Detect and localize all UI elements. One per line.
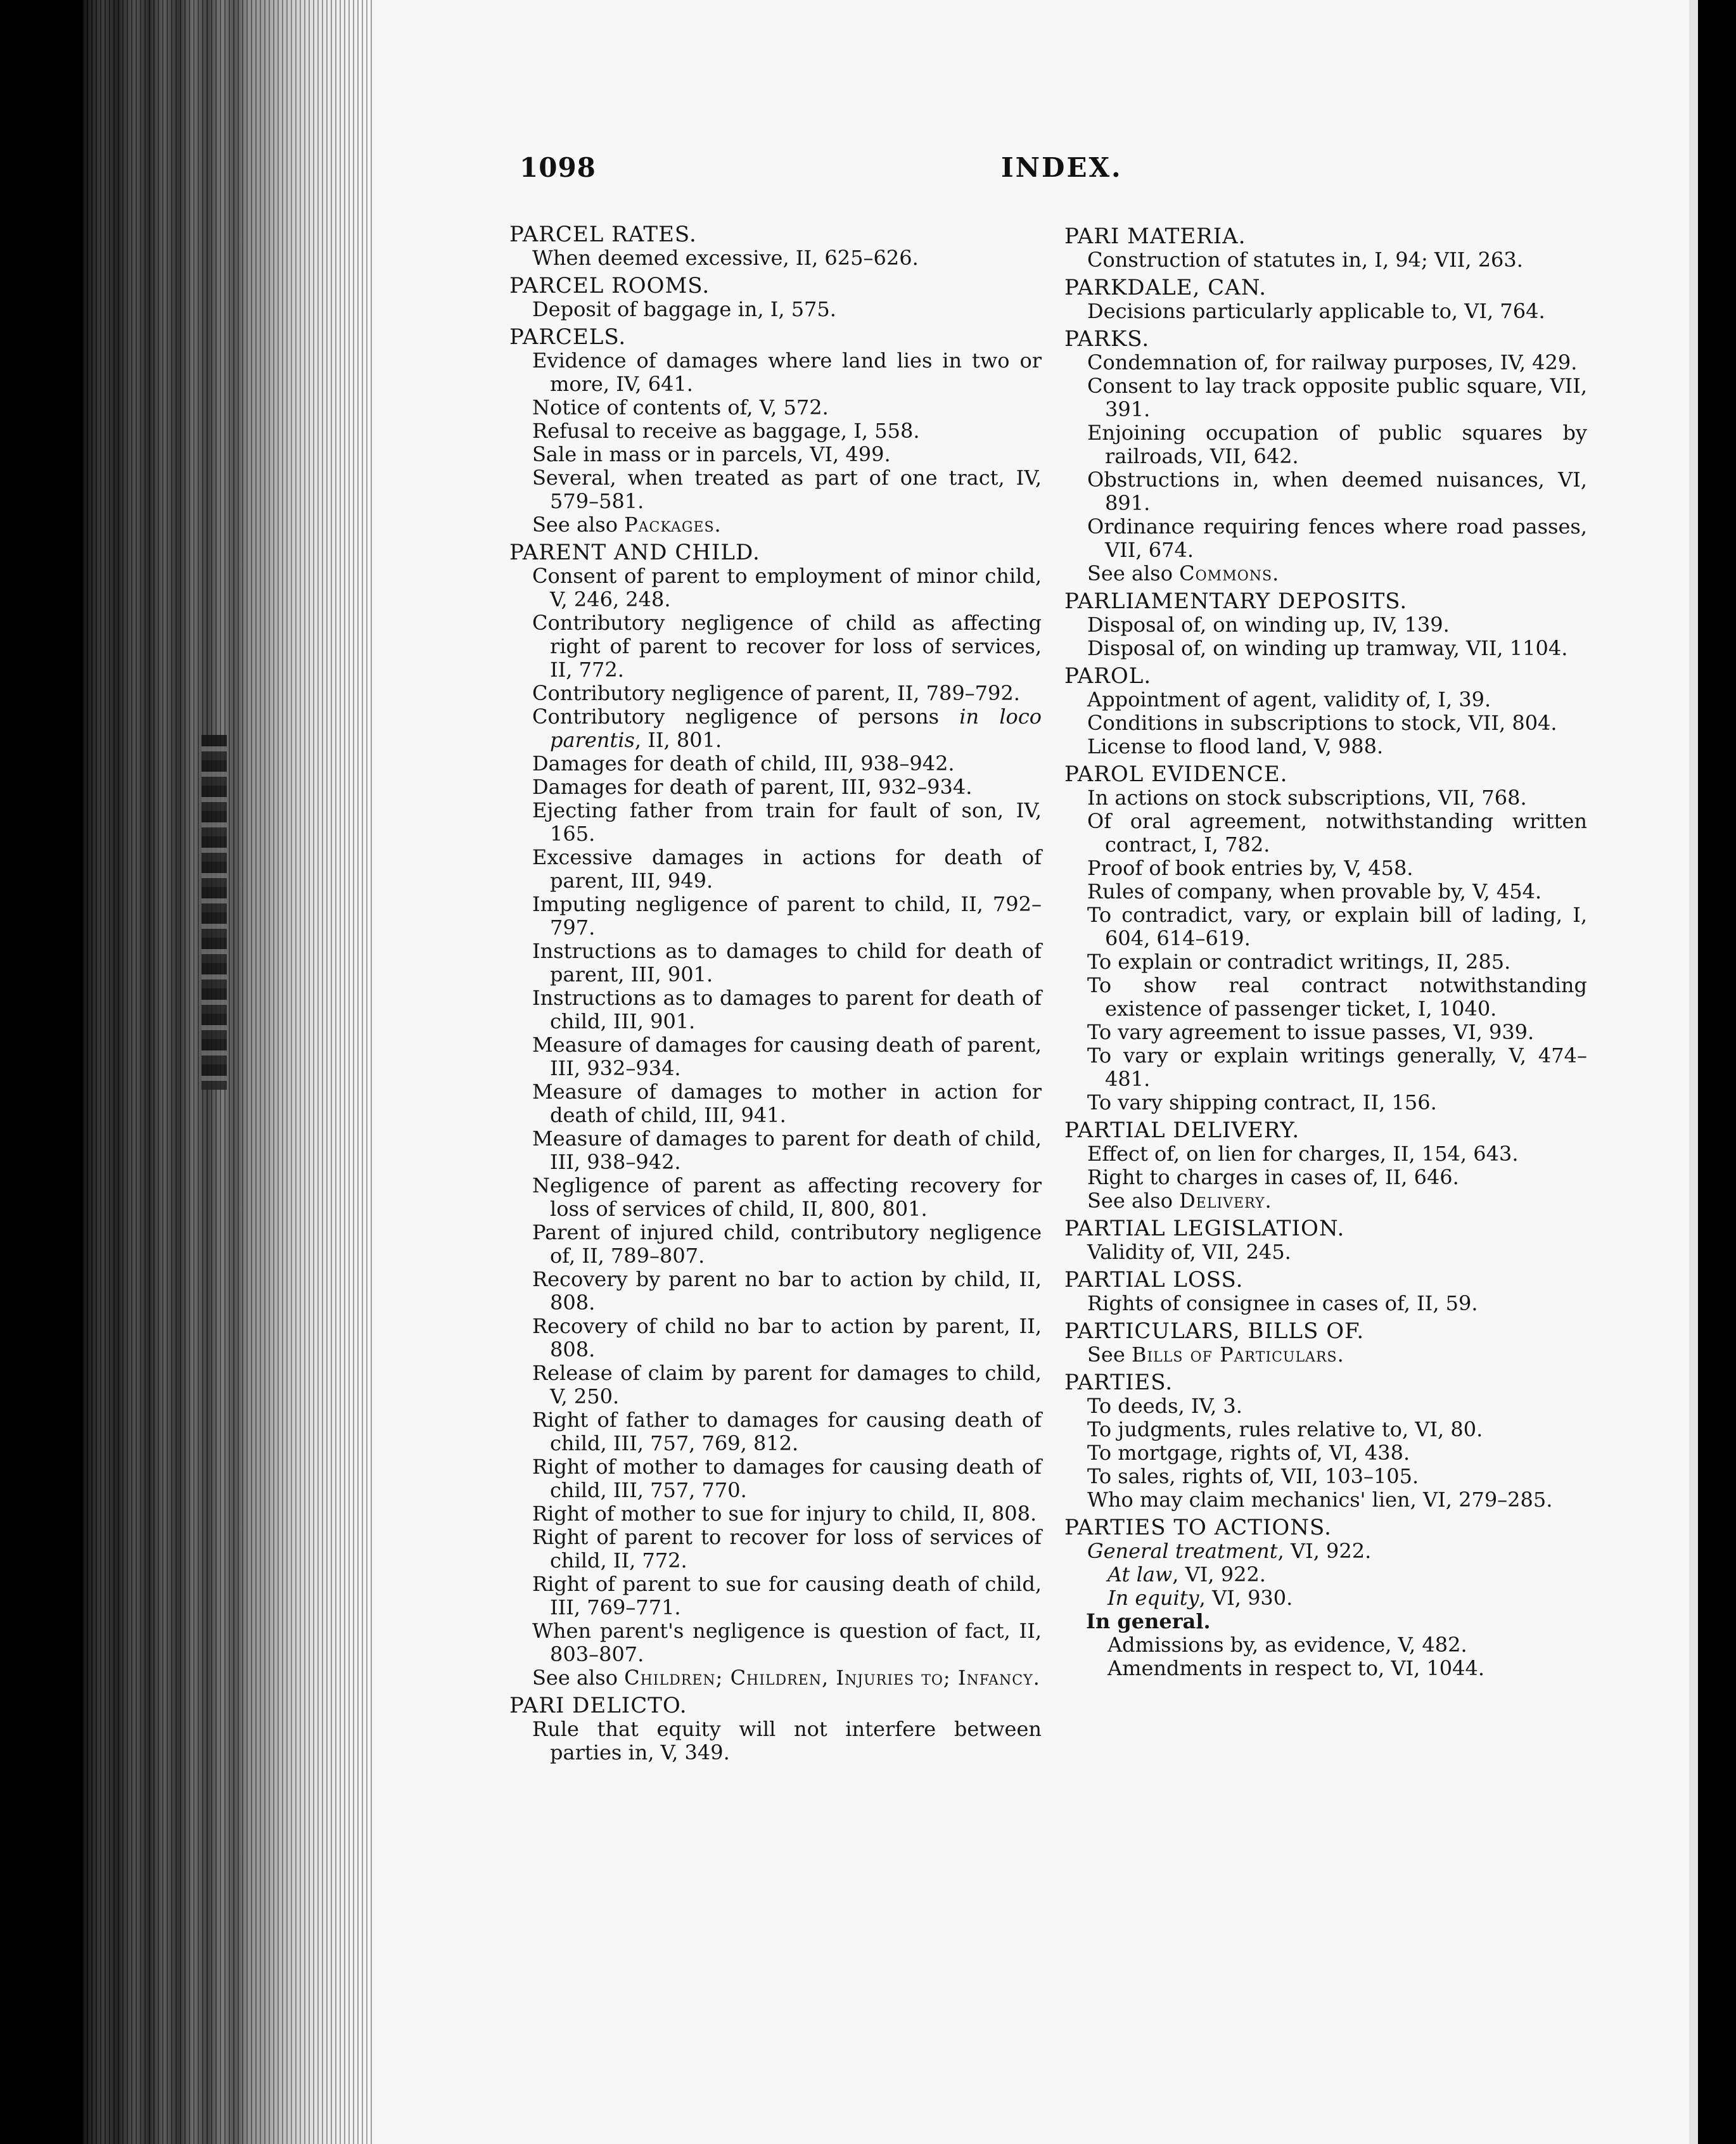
index-entry — [1064, 1657, 1587, 1680]
entry-text: Parent of injured child, contributory negligence of, II, 789–807. — [532, 1220, 1042, 1268]
entry-text: When deemed excessive, II, 625–626. — [532, 246, 919, 270]
entry-text: Rule that equity will not interfere between parties in, V, 349. — [532, 1717, 1042, 1764]
entry-text: To judgments, rules relative to, VI, 80. — [1087, 1417, 1483, 1441]
index-entry — [1064, 688, 1587, 711]
entry-text: To show real contract notwithstanding existence of passenger ticket, I, 1040. — [1087, 973, 1587, 1021]
index-entry — [1064, 974, 1587, 1021]
entry-cross-reference: Bills of Particulars. — [1131, 1343, 1344, 1367]
entry-text: Right of father to damages for causing death of child, III, 757, 769, 812. — [532, 1408, 1042, 1455]
index-entry — [1064, 1292, 1587, 1315]
index-entry — [509, 1315, 1042, 1362]
entry-text: Release of claim by parent for damages to child, V, 250. — [532, 1361, 1042, 1408]
entry-text: See also — [1087, 561, 1180, 585]
index-entry — [509, 1033, 1042, 1080]
entry-text: To contradict, vary, or explain bill of lading, I, 604, 614–619. — [1087, 903, 1587, 950]
entry-text: Evidence of damages where land lies in two or more, IV, 641. — [532, 348, 1042, 396]
entry-text: Sale in mass or in parcels, VI, 499. — [532, 442, 891, 466]
index-entry — [1064, 1241, 1587, 1264]
index-entry — [1064, 1563, 1587, 1586]
index-entry — [509, 986, 1042, 1033]
entry-text: Right to charges in cases of, II, 646. — [1087, 1165, 1459, 1189]
index-heading: PARCEL ROOMS. — [509, 273, 710, 298]
entry-italic-text: In equity — [1107, 1586, 1199, 1610]
page-number: 1098 — [520, 152, 596, 183]
index-entry — [509, 1666, 1042, 1690]
index-entry — [1064, 903, 1587, 950]
entry-text: Refusal to receive as baggage, I, 558. — [532, 419, 920, 443]
entry-text: Measure of damages to parent for death of child, III, 938–942. — [532, 1126, 1042, 1174]
entry-text: , II, 801. — [634, 728, 722, 752]
index-entry — [1064, 1394, 1587, 1418]
entry-text: , VI, 930. — [1199, 1586, 1293, 1610]
entry-text: To deeds, IV, 3. — [1087, 1394, 1242, 1418]
index-entry — [509, 246, 1042, 270]
entry-text: Contributory negligence of persons — [532, 705, 960, 729]
index-entry — [509, 1502, 1042, 1526]
index-entry — [509, 513, 1042, 537]
entry-text: Ordinance requiring fences where road passes, VII, 674. — [1087, 514, 1587, 562]
index-entry — [509, 705, 1042, 752]
index-column-right — [1064, 220, 1587, 1680]
index-heading: PARTIAL DELIVERY. — [1064, 1118, 1300, 1143]
entry-cross-reference: Children; Children, Injuries to; Infancy. — [624, 1666, 1040, 1690]
index-heading: PARTIES. — [1064, 1370, 1173, 1395]
entry-text: Damages for death of parent, III, 932–934. — [532, 775, 973, 799]
entry-text: Several, when treated as part of one tract, IV, 579–581. — [532, 466, 1042, 513]
entry-text: Enjoining occupation of public squares by railroads, VII, 642. — [1087, 421, 1587, 468]
index-entry — [509, 893, 1042, 940]
entry-text: When parent's negligence is question of fact, II, 803–807. — [532, 1619, 1042, 1666]
index-entry — [1064, 1343, 1587, 1367]
entry-text: Disposal of, on winding up, IV, 139. — [1087, 613, 1450, 637]
index-entry — [1064, 351, 1587, 374]
index-entry — [1064, 1021, 1587, 1044]
scan-border-right — [1698, 0, 1736, 2144]
index-heading: PARLIAMENTARY DEPOSITS. — [1064, 589, 1408, 614]
stacked-page-edges — [82, 0, 374, 2144]
index-entry — [509, 565, 1042, 611]
index-entry — [1064, 637, 1587, 660]
index-entry — [509, 1174, 1042, 1221]
index-entry — [509, 1362, 1042, 1408]
entry-text: Obstructions in, when deemed nuisances, VI, 891. — [1087, 468, 1587, 515]
index-entry — [1064, 1142, 1587, 1166]
index-entry — [509, 1221, 1042, 1268]
index-entry — [509, 752, 1042, 775]
index-entry — [1064, 880, 1587, 903]
entry-text: Condemnation of, for railway purposes, IV, 429. — [1087, 350, 1578, 374]
index-entry — [1064, 1540, 1587, 1563]
index-entry — [1064, 515, 1587, 562]
index-entry — [1064, 1166, 1587, 1189]
index-heading: PARKDALE, CAN. — [1064, 275, 1267, 300]
index-entry — [509, 846, 1042, 893]
index-entry — [1064, 1189, 1587, 1213]
entry-italic-text: At law — [1107, 1562, 1173, 1586]
entry-text: Damages for death of child, III, 938–942. — [532, 751, 955, 775]
index-heading: PARI DELICTO. — [509, 1693, 687, 1718]
index-entry — [1064, 1586, 1587, 1610]
index-entry — [1064, 248, 1587, 272]
index-entry — [509, 799, 1042, 846]
entry-text: Notice of contents of, V, 572. — [532, 395, 829, 419]
index-heading: PARKS. — [1064, 326, 1150, 352]
entry-text: Ejecting father from train for fault of son, IV, 165. — [532, 798, 1042, 846]
entry-text: Decisions particularly applicable to, VI, 764. — [1087, 299, 1545, 323]
page-header — [520, 152, 1597, 203]
entry-text: Right of parent to sue for causing death of child, III, 769–771. — [532, 1572, 1042, 1619]
entry-text: Effect of, on lien for charges, II, 154, 643. — [1087, 1142, 1519, 1166]
index-heading: PAROL EVIDENCE. — [1064, 762, 1288, 787]
entry-text: Measure of damages for causing death of parent, III, 932–934. — [532, 1033, 1042, 1080]
entry-text: Contributory negligence of parent, II, 789–792. — [532, 681, 1020, 705]
index-entry — [509, 940, 1042, 986]
index-entry — [509, 1718, 1042, 1764]
index-entry — [1064, 421, 1587, 468]
entry-text: Amendments in respect to, VI, 1044. — [1107, 1656, 1485, 1680]
entry-text: Right of parent to recover for loss of services of child, II, 772. — [532, 1525, 1042, 1573]
index-entry — [1064, 562, 1587, 585]
entry-text: Consent to lay track opposite public square, VII, 391. — [1087, 374, 1587, 421]
entry-text: Negligence of parent as affecting recovery for loss of services of child, II, 800, 801. — [532, 1173, 1042, 1221]
index-heading: PARCELS. — [509, 324, 627, 350]
index-heading: PARTIAL LEGISLATION. — [1064, 1216, 1345, 1241]
entry-text: See also — [1087, 1189, 1180, 1213]
entry-text: Rules of company, when provable by, V, 454. — [1087, 879, 1542, 903]
entry-text: , VI, 922. — [1172, 1562, 1266, 1586]
index-heading: PAROL. — [1064, 663, 1152, 689]
entry-cross-reference: Delivery. — [1179, 1189, 1272, 1213]
index-entry — [1064, 786, 1587, 810]
index-entry — [1064, 613, 1587, 637]
index-entry — [1064, 735, 1587, 758]
entry-italic-text: in loco parentis — [550, 705, 1042, 752]
index-entry — [509, 419, 1042, 443]
index-entry — [509, 1080, 1042, 1127]
entry-text: Of oral agreement, notwithstanding written contract, I, 782. — [1087, 809, 1587, 857]
entry-text: Instructions as to damages to child for death of parent, III, 901. — [532, 939, 1042, 986]
entry-text: Deposit of baggage in, I, 575. — [532, 297, 836, 321]
index-entry — [509, 1526, 1042, 1573]
index-entry — [1064, 1044, 1587, 1091]
entry-italic-text: General treatment — [1087, 1539, 1278, 1563]
index-entry — [509, 611, 1042, 682]
entry-text: To vary or explain writings generally, V, 474–481. — [1087, 1043, 1587, 1091]
entry-text: Measure of damages to mother in action for death of child, III, 941. — [532, 1080, 1042, 1127]
entry-text: Proof of book entries by, V, 458. — [1087, 856, 1414, 880]
index-entry — [1064, 1418, 1587, 1441]
entry-cross-reference: Commons. — [1179, 561, 1280, 585]
index-entry — [1064, 1091, 1587, 1114]
index-entry — [509, 1619, 1042, 1666]
entry-text: See — [1087, 1343, 1132, 1367]
index-heading: PARCEL RATES. — [509, 222, 697, 247]
index-entry — [1064, 711, 1587, 735]
entry-text: To explain or contradict writings, II, 285. — [1087, 950, 1511, 974]
entry-text: See also — [532, 1666, 625, 1690]
index-entry — [1064, 857, 1587, 880]
index-entry — [1064, 1441, 1587, 1465]
index-entry — [509, 298, 1042, 321]
entry-text: Contributory negligence of child as affecting right of parent to recover for loss of services, II, 772. — [532, 611, 1042, 682]
index-entry — [509, 1268, 1042, 1315]
index-entry — [1064, 810, 1587, 857]
entry-text: Imputing negligence of parent to child, II, 792–797. — [532, 892, 1042, 940]
entry-text: Right of mother to damages for causing death of child, III, 757, 770. — [532, 1455, 1042, 1502]
index-entry — [509, 1127, 1042, 1174]
entry-text: Recovery by parent no bar to action by child, II, 808. — [532, 1267, 1042, 1315]
spine-label-marks — [201, 735, 227, 1090]
entry-text: Instructions as to damages to parent for death of child, III, 901. — [532, 986, 1042, 1033]
index-entry — [509, 775, 1042, 799]
index-column-left — [509, 219, 1042, 1764]
index-entry — [509, 466, 1042, 513]
index-entry — [1064, 300, 1587, 323]
entry-text: Who may claim mechanics' lien, VI, 279–285. — [1087, 1488, 1553, 1512]
index-heading: PARTIES TO ACTIONS. — [1064, 1515, 1332, 1540]
index-heading: PARTIAL LOSS. — [1064, 1267, 1244, 1292]
entry-text: Conditions in subscriptions to stock, VII, 804. — [1087, 711, 1557, 735]
entry-text: Appointment of agent, validity of, I, 39. — [1087, 687, 1491, 711]
entry-text: Construction of statutes in, I, 94; VII, 263. — [1087, 248, 1523, 272]
index-entry — [1064, 1488, 1587, 1512]
index-entry — [1064, 468, 1587, 515]
index-entry — [509, 396, 1042, 419]
index-heading: PARENT AND CHILD. — [509, 540, 760, 565]
index-entry — [509, 1455, 1042, 1502]
index-entry — [1064, 1465, 1587, 1488]
running-title: INDEX. — [1001, 152, 1123, 183]
index-heading: PARI MATERIA. — [1064, 224, 1246, 249]
entry-text: To mortgage, rights of, VI, 438. — [1087, 1441, 1410, 1465]
index-entry — [509, 682, 1042, 705]
entry-text: To sales, rights of, VII, 103–105. — [1087, 1464, 1419, 1488]
index-subheading: In general. — [1086, 1609, 1211, 1633]
entry-text: Admissions by, as evidence, V, 482. — [1107, 1633, 1467, 1657]
index-entry — [509, 349, 1042, 396]
entry-text: Disposal of, on winding up tramway, VII, 1104. — [1087, 636, 1568, 660]
index-entry — [1064, 1633, 1587, 1657]
index-heading: PARTICULARS, BILLS OF. — [1064, 1318, 1365, 1344]
index-entry — [509, 443, 1042, 466]
index-entry — [1064, 950, 1587, 974]
entry-text: License to flood land, V, 988. — [1087, 734, 1384, 758]
entry-text: Consent of parent to employment of minor child, V, 246, 248. — [532, 564, 1042, 611]
entry-text: To vary shipping contract, II, 156. — [1087, 1090, 1437, 1114]
entry-text: See also — [532, 513, 625, 537]
entry-text: Recovery of child no bar to action by parent, II, 808. — [532, 1314, 1042, 1362]
index-entry — [509, 1573, 1042, 1619]
entry-text: To vary agreement to issue passes, VI, 939. — [1087, 1020, 1535, 1044]
entry-text: In actions on stock subscriptions, VII, 768. — [1087, 786, 1527, 810]
entry-text: Validity of, VII, 245. — [1087, 1240, 1291, 1264]
index-entry — [1064, 374, 1587, 421]
entry-text: Excessive damages in actions for death of parent, III, 949. — [532, 845, 1042, 893]
entry-text: Right of mother to sue for injury to child, II, 808. — [532, 1502, 1037, 1526]
entry-text: Rights of consignee in cases of, II, 59. — [1087, 1291, 1478, 1315]
index-entry — [509, 1408, 1042, 1455]
entry-cross-reference: Packages. — [624, 513, 722, 537]
entry-text: , VI, 922. — [1277, 1539, 1372, 1563]
